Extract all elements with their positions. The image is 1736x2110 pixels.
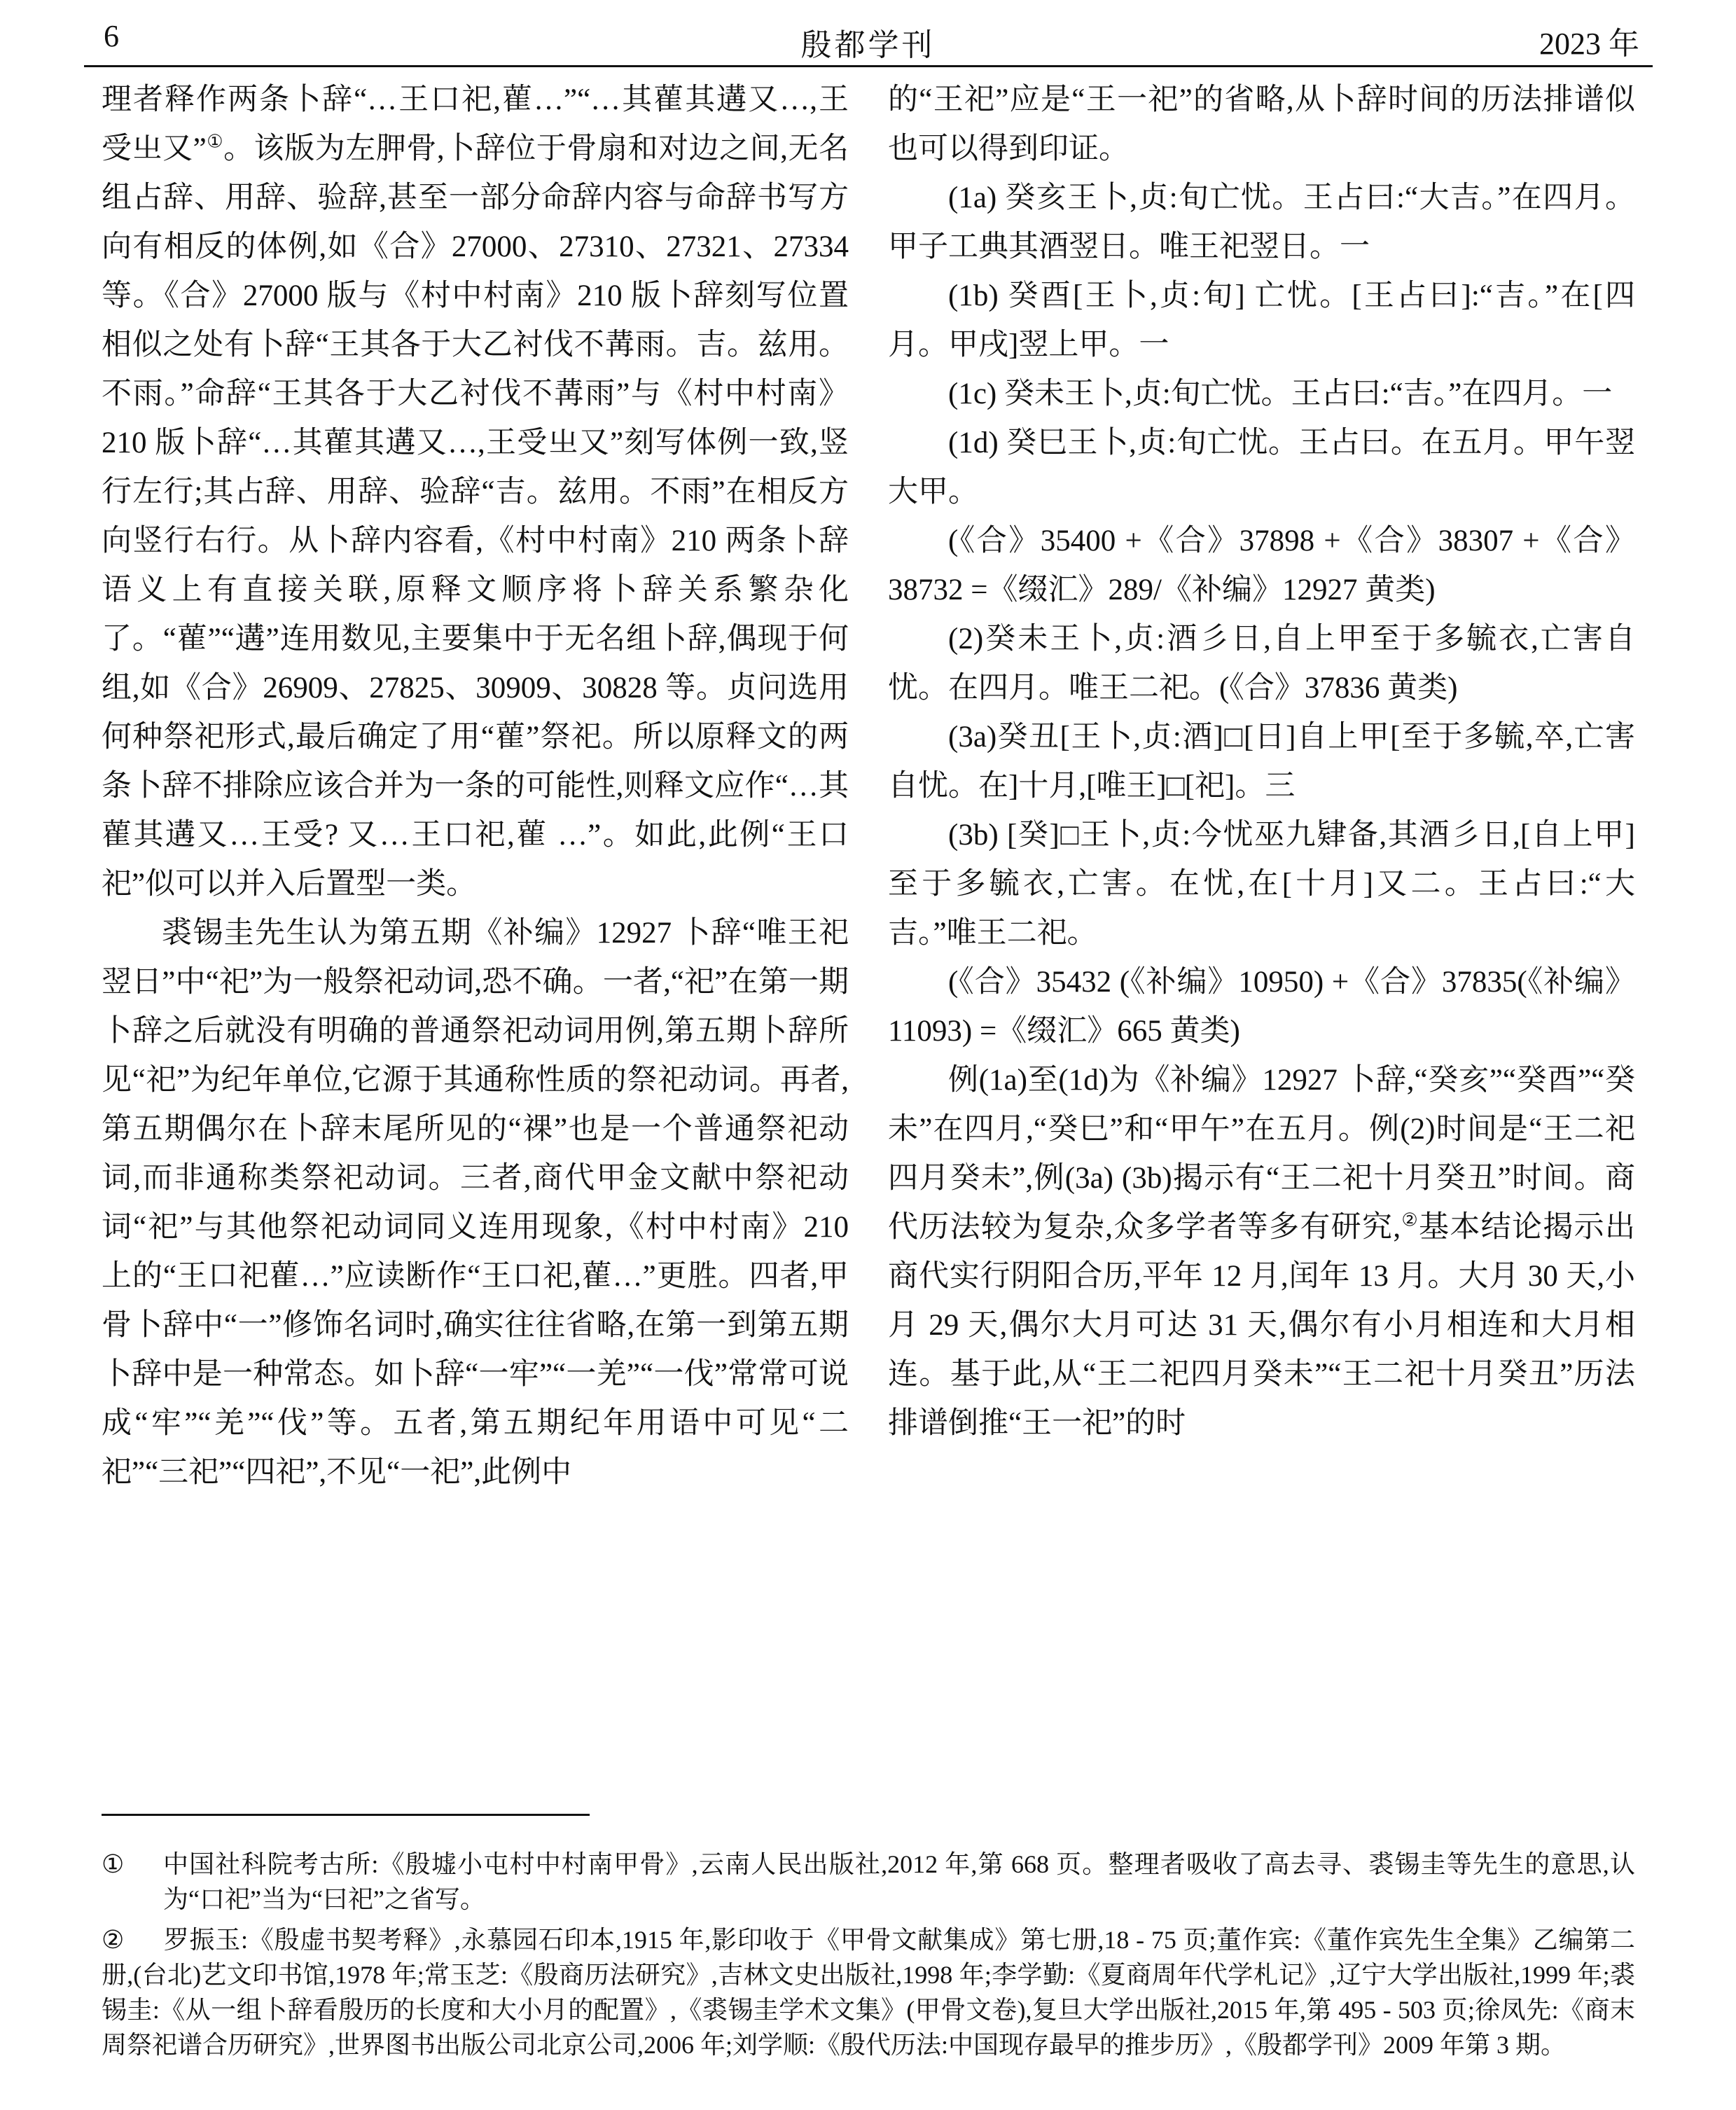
oracle-quote-1b: (1b) 癸酉[王卜,贞:旬] 亡忧。[王占曰]:“吉。”在[四月。甲戌]翌上甲。一 <box>888 279 1635 361</box>
footnote-text: 中国社科院考古所:《殷墟小屯村中村南甲骨》,云南人民出版社,2012 年,第 668 页。整理者吸收了高去寻、裘锡圭等先生的意思,认为“口祀”当为“曰祀”之省写。 <box>163 1850 1635 1913</box>
running-head <box>84 14 1652 63</box>
page-number: 6 <box>104 19 119 53</box>
oracle-quote-1c: (1c) 癸未王卜,贞:旬亡忧。王占曰:“吉。”在四月。一 <box>948 377 1613 410</box>
header-rule <box>84 65 1653 67</box>
year-label: 2023 年 <box>1539 27 1639 61</box>
oracle-quote-1d: (1d) 癸巳王卜,贞:旬亡忧。王占曰。在五月。甲午翌大甲。 <box>888 426 1635 508</box>
footnote-2 <box>102 1922 1635 2062</box>
oracle-quote-2: (2)癸未王卜,贞:酒彡日,自上甲至于多毓衣,亡害自忧。在四月。唯王二祀。(《合》37836 黄类) <box>888 623 1635 705</box>
footnote-marker: ① <box>102 1850 125 1878</box>
footnote-ref-1: ① <box>206 131 224 152</box>
quote-source-2: (《合》35432 (《补编》10950) +《合》37835(《补编》11093) =《缀汇》665 黄类) <box>888 966 1635 1048</box>
oracle-quote-3a: (3a)癸丑[王卜,贞:酒]□[日]自上甲[至于多毓,卒,亡害自忧。在]十月,[唯王]□[祀]。三 <box>888 721 1635 803</box>
footnote-ref-2: ② <box>1401 1209 1419 1230</box>
footnote-1 <box>102 1847 1635 1917</box>
paragraph-text: 。该版为左胛骨,卜辞位于骨扇和对边之间,无名组占辞、用辞、验辞,甚至一部分命辞内容与命辞书写方向有相反的体例,如《合》27000、27310、27321、27334 等。《合》27000 版与《村中村南》210 版卜辞刻写位置相似之处有卜辞“王其各于大乙衬伐不冓雨。吉。兹用。不雨。”命辞“王其各于大乙衬伐不冓雨”与《村中村南》210 版卜辞“…其雚其遘又…,王受㞢又”刻写体例一致,竖行左行;其占辞、用辞、验辞“吉。兹用。不雨”在相反方向竖行右行。从卜辞内容看,《村中村南》210 两条卜辞语义上有直接关联,原释文顺序将卜辞关系繁杂化了。“雚”“遘”连用数见,主要集中于无名组卜辞,偶现于何组,如《合》26909、27825、30909、30828 等。贞问选用何种祭祀形式,最后确定了用“雚”祭祀。所以原释文的两条卜辞不排除应该合并为一条的可能性,则释文应作“…其雚其遘又…王受? 又…王口祀,雚 …”。如此,此例“王口祀”似可以并入后置型一类。 <box>102 132 849 901</box>
footnote-separator <box>102 1814 590 1816</box>
body-paragraph <box>888 1056 1635 1448</box>
quote-source-1: (《合》35400 +《合》37898 +《合》38307 +《合》38732 =《缀汇》289/《补编》12927 黄类) <box>888 525 1635 606</box>
oracle-quote-3b: (3b) [癸]□王卜,贞:今忧巫九肄备,其酒彡日,[自上甲]至于多毓衣,亡害。在忧,在[十月]又二。王占曰:“大吉。”唯王二祀。 <box>888 819 1635 950</box>
paragraph-text: 基本结论揭示出商代实行阴阳合历,平年 12 月,闰年 13 月。大月 30 天,小月 29 天,偶尔大月可达 31 天,偶尔有小月相连和大月相连。基于此,从“王二祀四月癸未”“王二祀十月癸丑”历法排谱倒推“王一祀”的时 <box>888 1211 1636 1440</box>
footnote-text: 罗振玉:《殷虚书契考释》,永慕园石印本,1915 年,影印收于《甲骨文献集成》第七册,18 - 75 页;董作宾:《董作宾先生全集》乙编第二册,(台北)艺文印书馆,1978 年;常玉芝:《殷商历法研究》,吉林文史出版社,1998 年;李学勤:《夏商周年代学札记》,辽宁大学出版社,1999 年;裘锡圭:《从一组卜辞看殷历的长度和大小月的配置》,《裘锡圭学术文集》(甲骨文卷),复旦大学出版社,2015 年,第 495 - 503 页;徐凤先:《商末周祭祀谱合历研究》,世界图书出版公司北京公司,2006 年;刘学顺:《殷代历法:中国现存最早的推步历》,《殷都学刊》2009 年第 3 期。 <box>102 1926 1635 2059</box>
right-column <box>888 76 1635 1497</box>
left-column <box>102 76 849 1497</box>
footnote-section <box>102 1814 1635 2062</box>
oracle-quote-1a: (1a) 癸亥王卜,贞:旬亡忧。王占曰:“大吉。”在四月。甲子工典其酒翌日。唯王祀翌日。一 <box>888 181 1635 263</box>
body-paragraph-continued <box>102 76 849 909</box>
body-paragraph-continued: 的“王祀”应是“王一祀”的省略,从卜辞时间的历法排谱似也可以得到印证。 <box>888 83 1635 165</box>
page-body <box>102 76 1635 1497</box>
body-paragraph: 裘锡圭先生认为第五期《补编》12927 卜辞“唯王祀翌日”中“祀”为一般祭祀动词,恐不确。一者,“祀”在第一期卜辞之后就没有明确的普通祭祀动词用例,第五期卜辞所见“祀”为纪年单位,它源于其通称性质的祭祀动词。再者,第五期偶尔在卜辞末尾所见的“祼”也是一个普通祭祀动词,而非通称类祭祀动词。三者,商代甲金文献中祭祀动词“祀”与其他祭祀动词同义连用现象,《村中村南》210 上的“王口祀雚…”应读断作“王口祀,雚…”更胜。四者,甲骨卜辞中“一”修饰名词时,确实往往省略,在第一到第五期卜辞中是一种常态。如卜辞“一牢”“一羌”“一伐”常常可说成“牢”“羌”“伐”等。五者,第五期纪年用语中可见“二祀”“三祀”“四祀”,不见“一祀”,此例中 <box>102 917 849 1489</box>
footnote-marker: ② <box>102 1926 125 1954</box>
paragraph-text: 理者释作两条卜辞“…王口祀,雚…”“…其雚其遘又…,王受㞢又” <box>102 83 849 165</box>
paragraph-text: 例(1a)至(1d)为《补编》12927 卜辞,“癸亥”“癸酉”“癸未”在四月,“癸巳”和“甲午”在五月。例(2)时间是“王二祀四月癸未”,例(3a) (3b)揭示有“王二祀十月癸丑”时间。商代历法较为复杂,众多学者等多有研究, <box>888 1064 1635 1244</box>
journal-title: 殷都学刊 <box>800 28 936 62</box>
